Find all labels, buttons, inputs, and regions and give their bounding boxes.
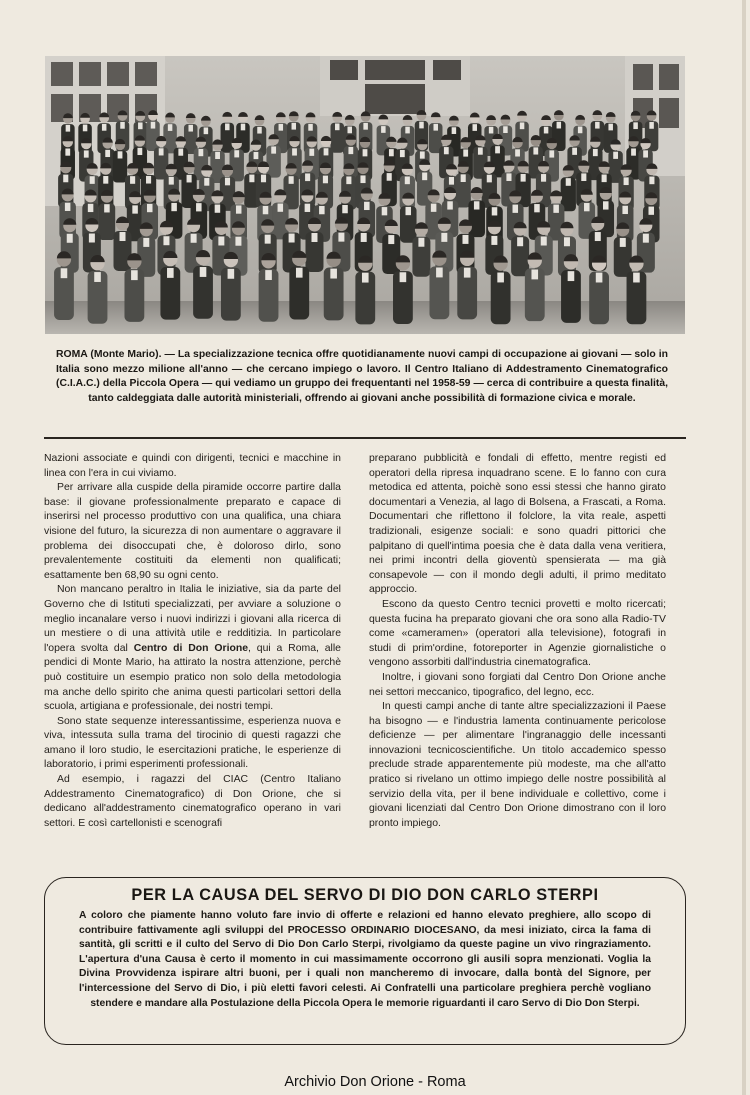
article-left-column — [44, 452, 341, 831]
left-paragraph-3 — [44, 583, 341, 714]
notice-title: PER LA CAUSA DEL SERVO DI DIO DON CARLO STERPI — [131, 886, 599, 904]
left-paragraph-5: Ad esempio, i ragazzi del CIAC (Centro Italiano Addestramento Cinematografico) di Don Orione, che si dedicano all'addestramento cinematografico operano in vari settori. E così cartellonisti e scenografi — [44, 774, 341, 829]
archive-footer: Archivio Don Orione - Roma — [284, 1074, 466, 1090]
left-paragraph-1: Nazioni associate e quindi con dirigenti, tecnici e macchine in linea con l'era in cui viviamo. — [44, 453, 341, 479]
article-right-column — [369, 452, 666, 831]
photo-caption: ROMA (Monte Mario). — La specializzazione tecnica offre quotidianamente nuovi campi di occupazione ai giovani — solo in Italia sono mezzo milione all'anno — che cercano impiego o lavoro. Il Centro Italiano di Addestramento Cinematografico (C.I.A.C.) della Piccola Opera — qui vediamo un gruppo dei frequentanti nel 1958-59 — cerca di contribuire a questa finalità, tanto caldeggiata dalle autorità ministeriali, offrendo ai giovani anche possibilità di formazione civica e morale. — [56, 349, 668, 404]
group-photo-drawing — [45, 56, 685, 334]
caption-divider — [44, 437, 686, 439]
right-paragraph-3: Inoltre, i giovani sono forgiati dal Centro Don Orione anche nei settori meccanico, tipografico, del legno, ecc. — [369, 671, 666, 698]
right-paragraph-4: In questi campi anche di tante altre specializzazioni il Paese ha bisogno — e l'industria lamenta continuamente pericolose deficienze — per alimentare l'ingranaggio delle incessanti innovazioni tecnicoscientifiche. Un titolo accademico spesso preclude strade apparentemente più modeste, ma che all'atto pratico si rivelano un ottimo impiego delle nostre possibilità al servizio della vita, per il bene individuale e collettivo, come i giovani licenziati dal Centro Don Orione dimostrano con il loro pronto impiego. — [369, 701, 666, 829]
left-paragraph-4: Sono state sequenze interessantissime, esperienza nuova e viva, intessuta sulla trama del tirocinio di questi ragazzi che amano il loro studio, le esercitazioni pratiche, le esperienze di laboratorio, i primi esperimenti professionali. — [44, 715, 341, 771]
right-paragraph-1: preparano pubblicità e fondali di effetto, mentre registi ed operatori della ripresa inquadrano scene. E lo fanno con cura metodica ed attenta, poichè sono essi stessi che hanno girato documentari a Venezia, al lago di Bolsena, a Frascati, a Roma. Documentari che riflettono il folclore, la vita reale, aspetti tradizionali, esigenze sociali: e sono quadri pittorici che palpitano di quell'intima poesia che è data dalla vena veritiera, nei primi incontri della gioventù spensierata — ma già consapevole — con il mondo degli adulti, il primo meditato approccio. — [369, 453, 666, 596]
left-paragraph-2: Per arrivare alla cuspide della piramide occorre partire dalla base: il giovane professionalmente preparato e capace di inserirsi nel processo produttivo con una qualifica, una chiara visione del futuro, la sicurezza di non aumentare o aggravare il problema dei disoccupati che, è doloroso dirlo, sono prevalentemente costituiti da elementi non qualificati; esattamente ben 68,90 su ogni cento. — [44, 482, 341, 581]
notice-box — [44, 877, 686, 1045]
centro-don-orione-highlight: Centro di Don Orione — [133, 642, 249, 654]
right-paragraph-2: Escono da questo Centro tecnici provetti e molto ricercati; questa fucina ha preparato giovani che ora sono alla Radio-TV come «cameramen» (operatori alla televisione), fotografi in studi di prim'ordine, fotoreporter in Agenzie giornalistiche o vengono assorbiti dall'industria cinematografica. — [369, 598, 666, 669]
group-photo — [45, 56, 685, 334]
left-paragraph-3-end: , qui a Roma, alle pendici di Monte Mario, ha attirato la nostra attenzione, perchè può costituire un esempio pratico non solo della metodologia ma anche dello spirito che anima questi particolari settori della scuola, artigiana e professionale, dei nostri tempi. — [44, 642, 341, 713]
notice-body: A coloro che piamente hanno voluto fare invio di offerte e relazioni ed hanno elevato preghiere, allo scopo di contribuire fattivamente agli sviluppi del PROCESSO ORDINARIO DIOCESANO, da mesi iniziato, circa la fama di santità, gli scritti e il culto del Servo di Dio Don Carlo Sterpi, rivolgiamo da queste pagine un vivo ringraziamento. L'apertura d'una Causa è certo il momento in cui massimamente occorrono gli ausili sopra menzionati. Voglia la Divina Provvidenza ispirare altri buoni, per i quali non mancheremo di invocare, dalla bontà del Signore, per l'intercessione del Servo di Dio, i più eletti favori celesti. Ai Confratelli una particolare preghiera perchè vogliano stendere e mandare alla Postulazione della Piccola Opera le memorie riguardanti il caro Servo di Dio Don Sterpi. — [79, 910, 651, 1009]
left-paragraph-3-start: Non mancano peraltro in Italia le iniziative, sia da parte del Governo che di Istituti specializzati, per avviare a soluzione o meglio incanalare verso i nuovi indirizzi i giovani alla ricerca di un mestiere o di una attività utile e redditizia. In particolare l'opera svolta dal — [44, 584, 341, 654]
